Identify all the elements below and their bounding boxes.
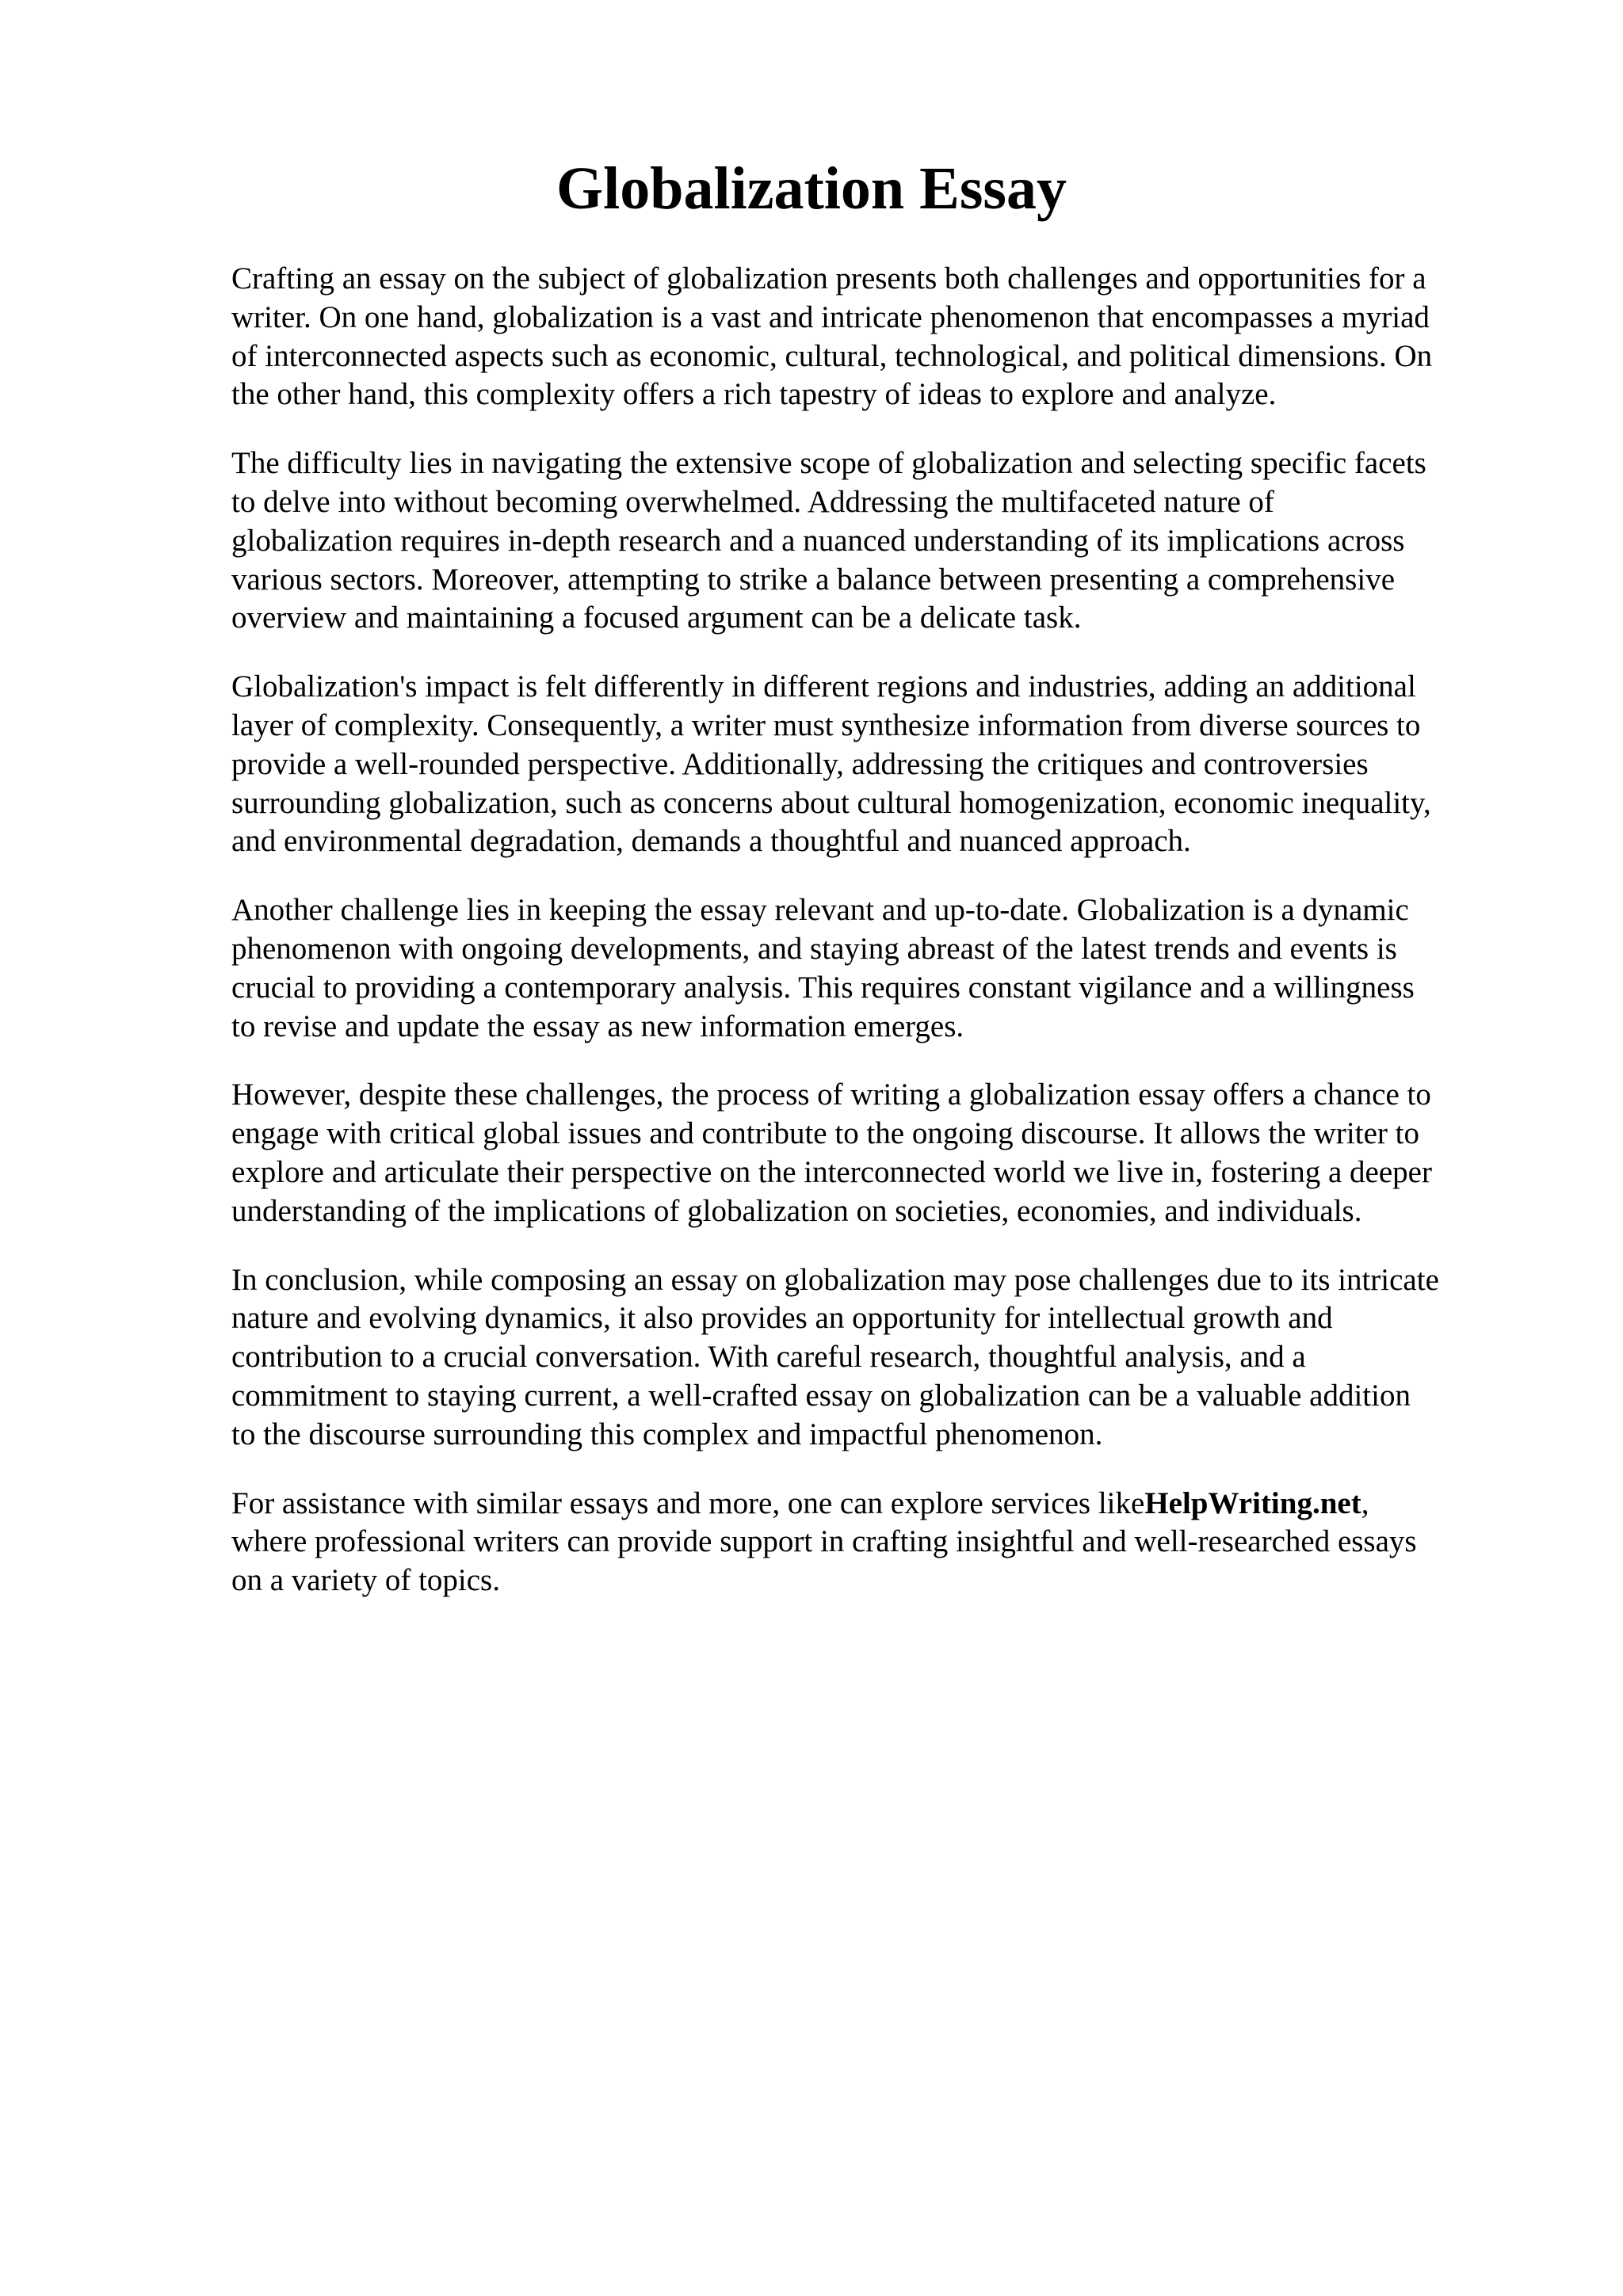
paragraph-4 [231, 891, 1531, 1046]
essay-body [231, 260, 1531, 1630]
paragraph-line: on a variety of topics. [231, 1563, 500, 1598]
helpwriting-link[interactable]: HelpWriting.net [1144, 1486, 1361, 1520]
paragraph-3 [231, 668, 1531, 861]
paragraph-line: commitment to staying current, a well-crafted essay on globalization can be a valuable addition [231, 1378, 1411, 1413]
paragraph-line: to the discourse surrounding this complex and impactful phenomenon. [231, 1417, 1103, 1451]
paragraph-line: In conclusion, while composing an essay on globalization may pose challenges due to its intricate [231, 1262, 1439, 1297]
paragraph-line: where professional writers can provide support in crafting insightful and well-researched essays [231, 1524, 1417, 1559]
paragraph-5 [231, 1076, 1531, 1230]
paragraph-line: The difficulty lies in navigating the extensive scope of globalization and selecting specific facets [231, 446, 1426, 481]
paragraph-line: globalization requires in-depth research and a nuanced understanding of its implications across [231, 523, 1405, 558]
paragraph-line: the other hand, this complexity offers a rich tapestry of ideas to explore and analyze. [231, 377, 1277, 412]
paragraph-line: and environmental degradation, demands a thoughtful and nuanced approach. [231, 824, 1191, 859]
paragraph-line: However, despite these challenges, the process of writing a globalization essay offers a chance to [231, 1077, 1431, 1112]
paragraph-line: contribution to a crucial conversation. With careful research, thoughtful analysis, and a [231, 1340, 1306, 1375]
paragraph-line: nature and evolving dynamics, it also provides an opportunity for intellectual growth and [231, 1301, 1333, 1336]
paragraph-line: overview and maintaining a focused argument can be a delicate task. [231, 601, 1082, 635]
paragraph-line: of interconnected aspects such as economic, cultural, technological, and political dimensions. On [231, 338, 1433, 373]
paragraph-6 [231, 1261, 1531, 1455]
closing-prefix: For assistance with similar essays and more, one can explore services like [231, 1486, 1145, 1520]
paragraph-line: Crafting an essay on the subject of globalization presents both challenges and opportunities for a [231, 261, 1426, 296]
paragraph-line: various sectors. Moreover, attempting to strike a balance between presenting a comprehensive [231, 562, 1396, 597]
paragraph-line: explore and articulate their perspective on the interconnected world we live in, fostering a deeper [231, 1154, 1432, 1189]
paragraph-line: provide a well-rounded perspective. Additionally, addressing the critiques and controversies [231, 746, 1369, 781]
paragraph-line: surrounding globalization, such as concerns about cultural homogenization, economic inequality, [231, 785, 1431, 820]
paragraph-line: to delve into without becoming overwhelmed. Addressing the multifaceted nature of [231, 484, 1274, 519]
closing-line-1 [231, 1485, 1531, 1524]
paragraph-line: Another challenge lies in keeping the essay relevant and up-to-date. Globalization is a dynamic [231, 893, 1409, 928]
closing-suffix: , [1361, 1486, 1369, 1520]
paragraph-1 [231, 260, 1531, 414]
closing-paragraph [231, 1485, 1531, 1600]
paragraph-line: layer of complexity. Consequently, a writer must synthesize information from diverse sources to [231, 707, 1421, 742]
paragraph-line: engage with critical global issues and contribute to the ongoing discourse. It allows the writer to [231, 1116, 1419, 1151]
paragraph-line: writer. On one hand, globalization is a vast and intricate phenomenon that encompasses a myriad [231, 299, 1430, 334]
paragraph-line: crucial to providing a contemporary analysis. This requires constant vigilance and a willingness [231, 970, 1415, 1005]
paragraph-line: understanding of the implications of globalization on societies, economies, and individuals. [231, 1193, 1362, 1228]
paragraph-line: to revise and update the essay as new information emerges. [231, 1009, 964, 1043]
paragraph-line: Globalization's impact is felt differently in different regions and industries, adding an additional [231, 669, 1416, 704]
paragraph-line: phenomenon with ongoing developments, and staying abreast of the latest trends and events is [231, 931, 1397, 966]
paragraph-2 [231, 444, 1531, 638]
page-title: Globalization Essay [556, 155, 1067, 222]
